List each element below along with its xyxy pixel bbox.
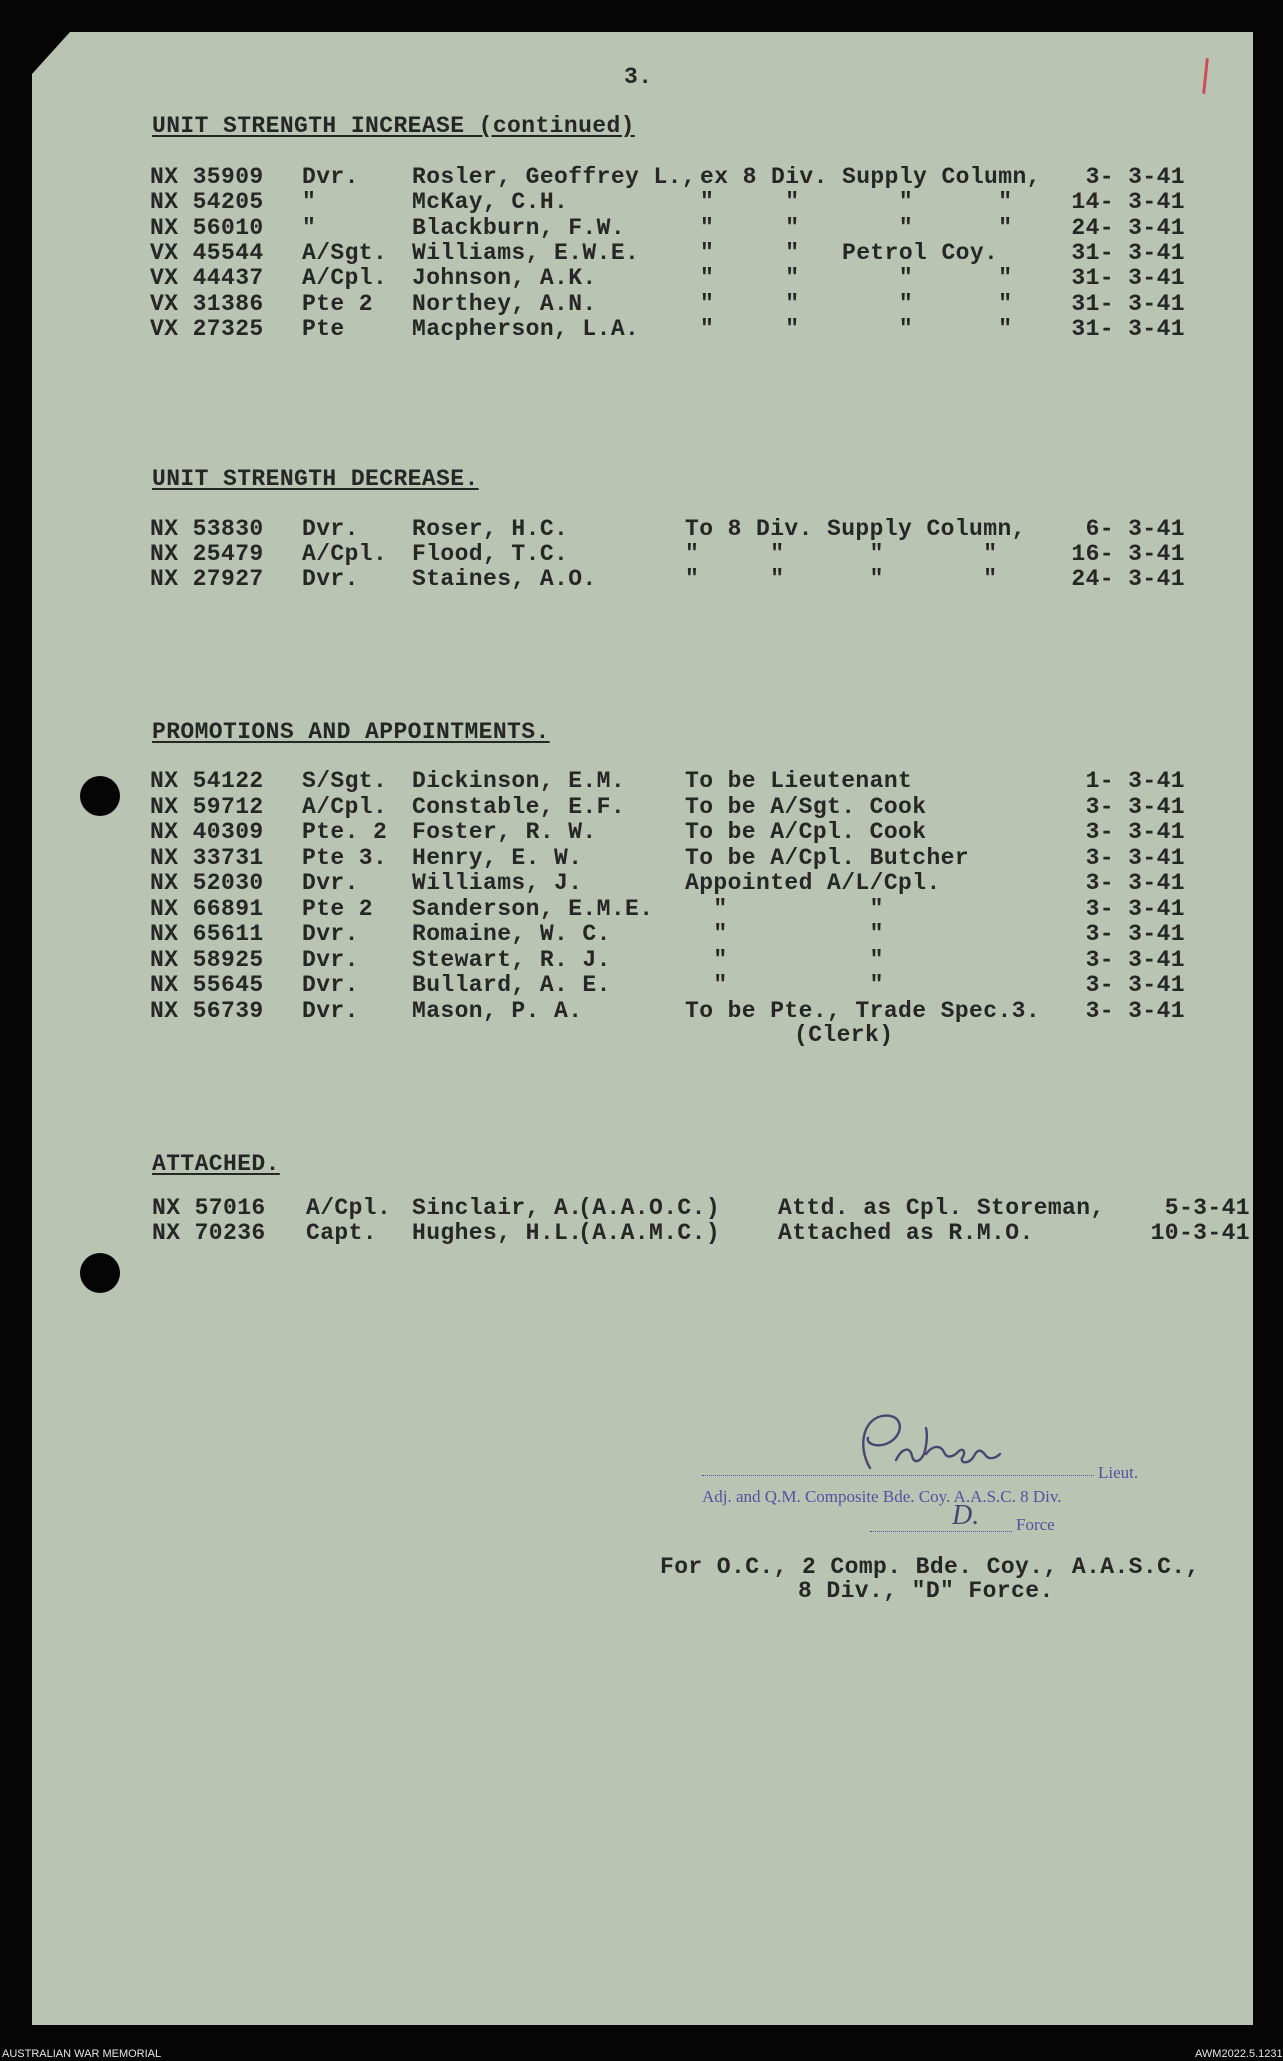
promotions-row-name: Bullard, A. E.	[412, 972, 611, 998]
attached-heading: ATTACHED.	[152, 1151, 280, 1177]
increase-heading: UNIT STRENGTH INCREASE (continued)	[152, 113, 635, 139]
increase-row-name: Rosler, Geoffrey L.,	[412, 164, 697, 190]
promotions-row-no: NX 54122	[150, 768, 264, 794]
decrease-row-date: 24- 3-41	[1071, 566, 1185, 592]
promotions-row-date: 3- 3-41	[1085, 870, 1185, 896]
increase-row-no: NX 54205	[150, 189, 264, 216]
promotions-row-rank: Dvr.	[302, 921, 359, 947]
stamp-appointment: Adj. and Q.M. Composite Bde. Coy. A.A.S.C. 8 Div.	[702, 1487, 1062, 1506]
decrease-row-detail: " " " "	[685, 566, 998, 592]
page-number: 3.	[624, 64, 653, 90]
stamp-force: Force	[1016, 1515, 1055, 1534]
promotions-row-detail: Appointed A/L/Cpl.	[685, 870, 941, 896]
promotions-row-name: Foster, R. W.	[412, 819, 597, 845]
attached-row-date: 5-3-41	[1164, 1195, 1250, 1221]
decrease-row-detail: To 8 Div. Supply Column,	[685, 516, 1026, 542]
increase-row-rank: A/Cpl.	[302, 265, 388, 292]
increase-row-detail: " " " "	[700, 265, 1013, 292]
decrease-row-no: NX 53830	[150, 516, 264, 542]
stamp-force-letter: D.	[952, 1500, 980, 1531]
increase-row-no: NX 56010	[150, 214, 264, 241]
attached-row-no: NX 57016	[152, 1195, 266, 1221]
promotions-row-no: NX 59712	[150, 793, 264, 820]
decrease-row-no: NX 27927	[150, 566, 264, 592]
promotions-row-date: 3- 3-41	[1085, 972, 1185, 998]
increase-row-date: 31- 3-41	[1071, 265, 1185, 292]
promotions-row-name: Williams, J.	[412, 870, 583, 896]
increase-row-name: Northey, A.N.	[412, 290, 597, 317]
promotions-row-rank: Dvr.	[302, 870, 359, 896]
promotions-row-detail: " "	[685, 895, 884, 922]
promotions-row-rank: S/Sgt.	[302, 768, 388, 794]
promotions-row-detail: To be Pte., Trade Spec.3.	[685, 997, 1041, 1024]
promotions-row-detail: " "	[685, 946, 884, 973]
promotions-row-date: 3- 3-41	[1085, 895, 1185, 922]
promotions-row-detail: To be A/Sgt. Cook	[685, 793, 927, 820]
promotions-row-rank: Pte 3.	[302, 844, 388, 871]
decrease-row-rank: A/Cpl.	[302, 541, 388, 567]
promotions-row-no: NX 66891	[150, 895, 264, 922]
attached-row-detail: Attached as R.M.O.	[778, 1220, 1034, 1246]
decrease-row-detail: " " " "	[685, 541, 998, 567]
increase-row-name: Blackburn, F.W.	[412, 214, 626, 241]
promotions-row-date: 3- 3-41	[1085, 844, 1185, 871]
increase-row-rank: Pte	[302, 315, 345, 342]
increase-row-rank: Dvr.	[302, 164, 359, 190]
promotions-row-name: Stewart, R. J.	[412, 946, 611, 973]
signature-line	[702, 1475, 1094, 1476]
increase-row-detail: " " " "	[700, 315, 1013, 342]
decrease-heading: UNIT STRENGTH DECREASE.	[152, 466, 479, 492]
promotions-row-rank: Dvr.	[302, 946, 359, 973]
attached-row-name: Sinclair, A.	[412, 1195, 583, 1221]
increase-row-name: Williams, E.W.E.	[412, 239, 640, 266]
decrease-row-date: 16- 3-41	[1071, 541, 1185, 567]
promotions-row-name: Sanderson, E.M.E.	[412, 895, 654, 922]
footer-left: AUSTRALIAN WAR MEMORIAL	[2, 2048, 162, 2060]
increase-row-rank: "	[302, 189, 317, 216]
promotions-row-rank: Pte 2	[302, 895, 374, 922]
increase-row-no: VX 44437	[150, 265, 264, 292]
increase-row-date: 3- 3-41	[1085, 164, 1185, 190]
decrease-row-rank: Dvr.	[302, 516, 359, 542]
increase-row-detail: " " Petrol Coy.	[700, 239, 999, 266]
decrease-row-date: 6- 3-41	[1085, 516, 1185, 542]
footer-right: AWM2022.5.1231	[1195, 2048, 1283, 2060]
punch-hole-top	[80, 776, 120, 816]
attached-row-detail: Attd. as Cpl. Storeman,	[778, 1195, 1105, 1221]
promotions-row-no: NX 52030	[150, 870, 264, 896]
promotions-row-name: Mason, P. A.	[412, 997, 583, 1024]
promotions-row-date: 1- 3-41	[1085, 768, 1185, 794]
promotions-row-detail: " "	[685, 921, 884, 947]
promotions-row-name: Romaine, W. C.	[412, 921, 611, 947]
promotions-row-detail: To be A/Cpl. Butcher	[685, 844, 970, 871]
punch-hole-bottom	[80, 1253, 120, 1293]
increase-row-detail: " " " "	[700, 290, 1013, 317]
increase-row-date: 14- 3-41	[1071, 189, 1185, 216]
attached-row-name: Hughes, H.L.	[412, 1220, 583, 1246]
promotions-row-detail: To be A/Cpl. Cook	[685, 819, 927, 845]
increase-row-detail: " " " "	[700, 189, 1013, 216]
decrease-row-name: Staines, A.O.	[412, 566, 597, 592]
promotions-extra-line: (Clerk)	[794, 1022, 894, 1048]
promotions-row-date: 3- 3-41	[1085, 946, 1185, 973]
promotions-row-date: 3- 3-41	[1085, 997, 1185, 1024]
for-oc-line2: 8 Div., "D" Force.	[798, 1578, 1054, 1604]
promotions-heading: PROMOTIONS AND APPOINTMENTS.	[152, 719, 550, 745]
increase-row-no: VX 31386	[150, 290, 264, 317]
force-line	[870, 1531, 1012, 1532]
decrease-row-name: Roser, H.C.	[412, 516, 569, 542]
increase-row-rank: Pte 2	[302, 290, 374, 317]
decrease-row-rank: Dvr.	[302, 566, 359, 592]
promotions-row-detail: To be Lieutenant	[685, 768, 913, 794]
increase-row-date: 31- 3-41	[1071, 239, 1185, 266]
promotions-row-rank: Pte. 2	[302, 819, 388, 845]
promotions-row-date: 3- 3-41	[1085, 819, 1185, 845]
promotions-row-no: NX 65611	[150, 921, 264, 947]
increase-row-name: Johnson, A.K.	[412, 265, 597, 292]
decrease-row-name: Flood, T.C.	[412, 541, 569, 567]
promotions-row-no: NX 56739	[150, 997, 264, 1024]
increase-row-date: 24- 3-41	[1071, 214, 1185, 241]
increase-row-detail: " " " "	[700, 214, 1013, 241]
increase-row-name: Macpherson, L.A.	[412, 315, 640, 342]
promotions-row-rank: Dvr.	[302, 997, 359, 1024]
promotions-row-name: Henry, E. W.	[412, 844, 583, 871]
promotions-row-name: Dickinson, E.M.	[412, 768, 626, 794]
increase-row-name: McKay, C.H.	[412, 189, 569, 216]
increase-row-date: 31- 3-41	[1071, 315, 1185, 342]
attached-row-corps: (A.A.M.C.)	[578, 1220, 721, 1246]
increase-row-no: NX 35909	[150, 164, 264, 190]
attached-row-date: 10-3-41	[1150, 1220, 1250, 1246]
promotions-row-no: NX 33731	[150, 844, 264, 871]
attached-row-corps: (A.A.O.C.)	[578, 1195, 721, 1221]
increase-row-no: VX 27325	[150, 315, 264, 342]
increase-row-no: VX 45544	[150, 239, 264, 266]
promotions-row-rank: Dvr.	[302, 972, 359, 998]
promotions-row-no: NX 40309	[150, 819, 264, 845]
increase-row-date: 31- 3-41	[1071, 290, 1185, 317]
decrease-row-no: NX 25479	[150, 541, 264, 567]
attached-row-rank: A/Cpl.	[306, 1195, 392, 1221]
attached-row-rank: Capt.	[306, 1220, 378, 1246]
promotions-row-date: 3- 3-41	[1085, 921, 1185, 947]
for-oc-line: For O.C., 2 Comp. Bde. Coy., A.A.S.C.,	[660, 1554, 1200, 1580]
attached-row-no: NX 70236	[152, 1220, 266, 1246]
promotions-row-name: Constable, E.F.	[412, 793, 626, 820]
promotions-row-date: 3- 3-41	[1085, 793, 1185, 820]
promotions-row-no: NX 55645	[150, 972, 264, 998]
promotions-row-no: NX 58925	[150, 946, 264, 973]
increase-row-detail: ex 8 Div. Supply Column,	[700, 164, 1041, 190]
stamp-rank: Lieut.	[1098, 1463, 1139, 1482]
promotions-row-detail: " "	[685, 972, 884, 998]
increase-row-rank: A/Sgt.	[302, 239, 388, 266]
increase-row-rank: "	[302, 214, 317, 241]
promotions-row-rank: A/Cpl.	[302, 793, 388, 820]
